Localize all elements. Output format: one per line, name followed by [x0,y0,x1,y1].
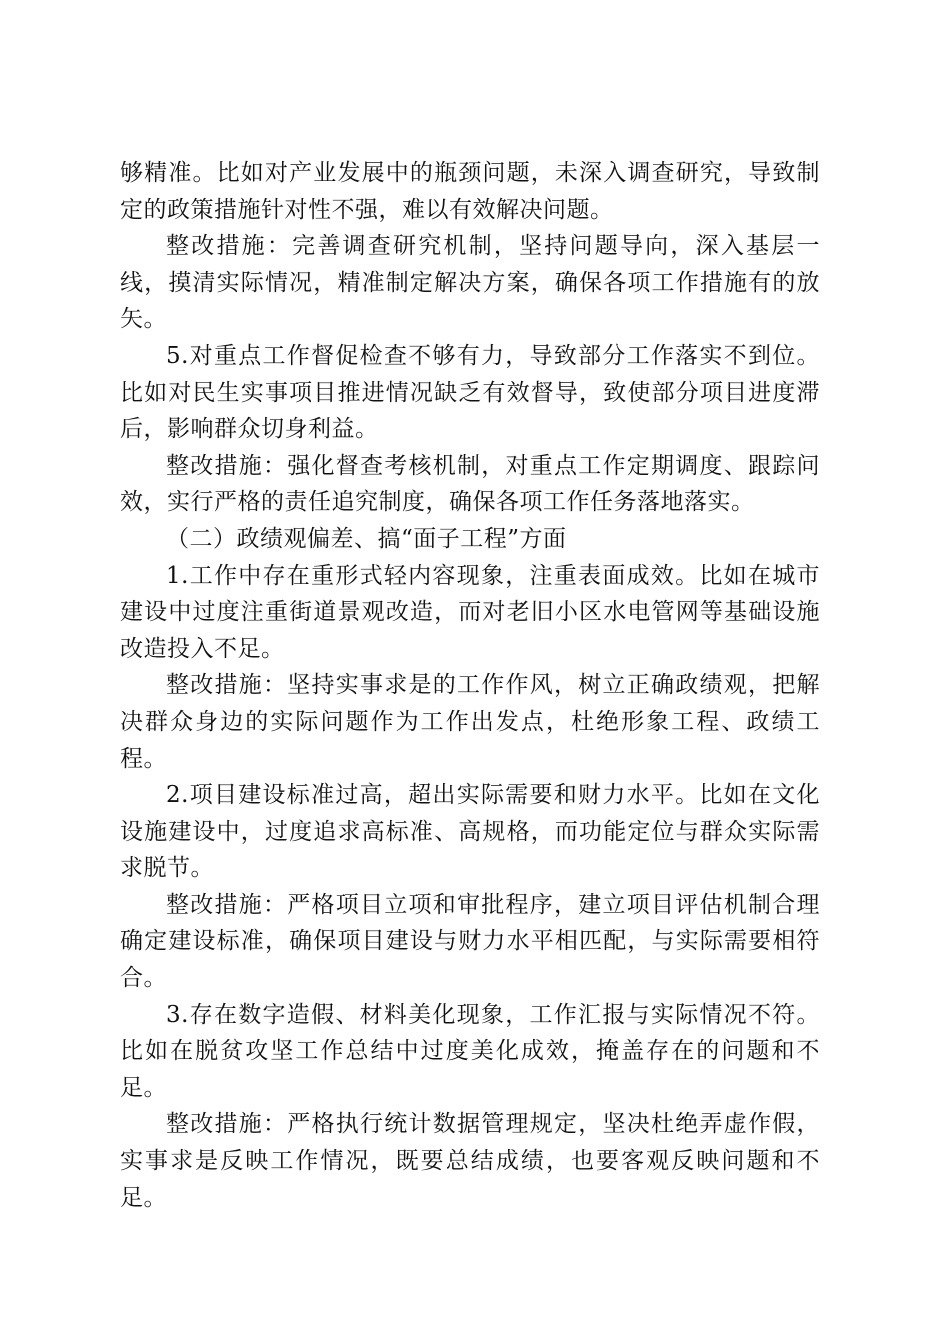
paragraph-issue-5: 5.对重点工作督促检查不够有力，导致部分工作落实不到位。比如对民生实事项目推进情况缺乏有效督导，致使部分项目进度滞后，影响群众切身利益。 [120,342,820,443]
paragraph-rectification-2: 整改措施：严格项目立项和审批程序，建立项目评估机制合理确定建设标准，确保项目建设与财力水平相匹配，与实际需要相符合。 [120,891,820,992]
paragraph-rectification-1: 整改措施：坚持实事求是的工作作风，树立正确政绩观，把解决群众身边的实际问题作为工作出发点，杜绝形象工程、政绩工程。 [120,672,820,772]
paragraph-rectification-4: 整改措施：完善调查研究机制，坚持问题导向，深入基层一线，摸清实际情况，精准制定解决方案，确保各项工作措施有的放矢。 [120,233,820,333]
section-heading: （二）政绩观偏差、搞“面子工程”方面 [166,525,567,552]
document-body [120,155,820,1216]
paragraph-issue-2: 2.项目建设标准过高，超出实际需要和财力水平。比如在文化设施建设中，过度追求高标准、高规格，而功能定位与群众实际需求脱节。 [120,782,820,882]
paragraph-rectification-5: 整改措施：强化督查考核机制，对重点工作定期调度、跟踪问效，实行严格的责任追究制度，确保各项工作任务落地落实。 [120,452,820,516]
paragraph-rectification-3: 整改措施：严格执行统计数据管理规定，坚决杜绝弄虚作假，实事求是反映工作情况，既要总结成绩，也要客观反映问题和不足。 [120,1111,820,1211]
paragraph-issue-1: 1.工作中存在重形式轻内容现象，注重表面成效。比如在城市建设中过度注重街道景观改造，而对老旧小区水电管网等基础设施改造投入不足。 [120,562,820,662]
paragraph-issue-3: 3.存在数字造假、材料美化现象，工作汇报与实际情况不符。比如在脱贫攻坚工作总结中过度美化成效，掩盖存在的问题和不足。 [120,1001,820,1101]
paragraph-continuation: 够精准。比如对产业发展中的瓶颈问题，未深入调查研究，导致制定的政策措施针对性不强，难以有效解决问题。 [120,160,820,223]
